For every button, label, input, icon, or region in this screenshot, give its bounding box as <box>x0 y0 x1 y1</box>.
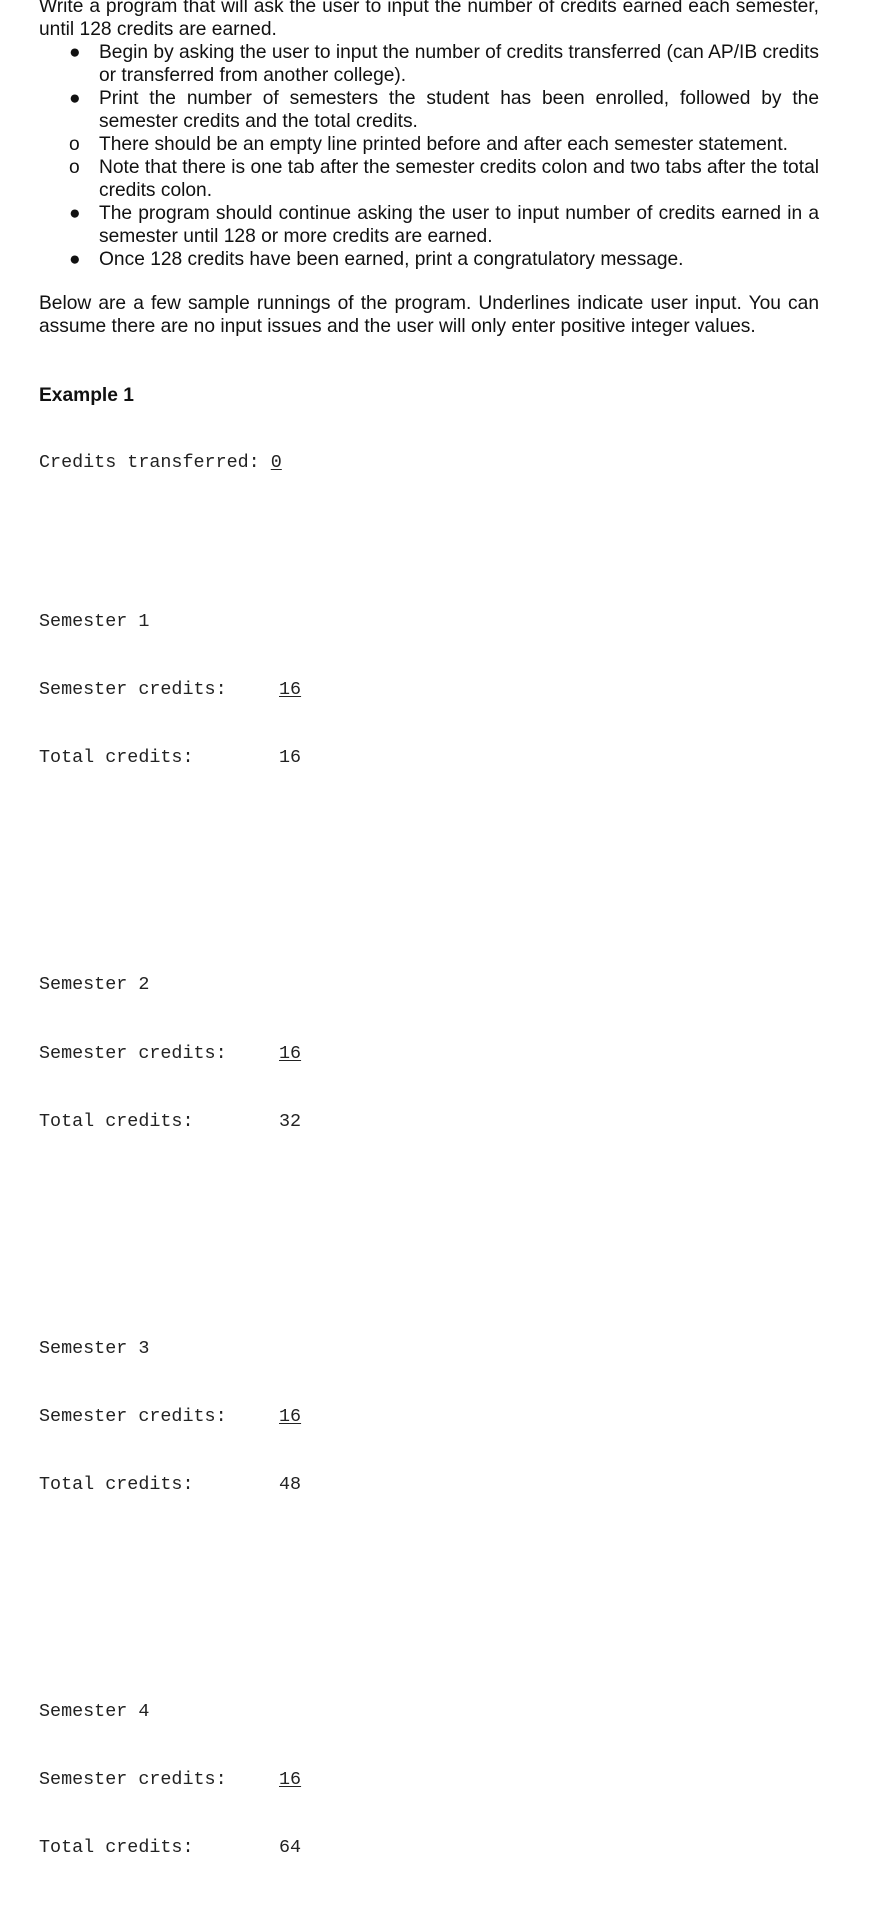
bullet-text: Once 128 credits have been earned, print a congratulatory message. <box>99 249 684 270</box>
bullet-icon: ● <box>69 249 81 270</box>
total-credits-label: Total credits: <box>39 1837 194 1858</box>
bullet-icon: ● <box>69 42 81 63</box>
transferred-label: Credits transferred: <box>39 452 271 474</box>
bullet-icon: ● <box>69 88 81 109</box>
semester-credits-line <box>39 1769 819 1792</box>
semester-credits-label: Semester credits: <box>39 1405 227 1427</box>
semester-label: Semester 4 <box>39 1700 150 1722</box>
semester-credits-value: 16 <box>279 1768 302 1790</box>
intro-paragraph: Write a program that will ask the user to input the number of credits earned each semester, until 128 credits are earned. <box>39 0 819 40</box>
semester-credits-value: 16 <box>279 1405 302 1427</box>
semester-credits-label: Semester credits: <box>39 1042 227 1064</box>
bullet-icon: ● <box>69 203 81 224</box>
total-credits-line <box>39 1111 819 1134</box>
bullet-text: Print the number of semesters the student has been enrolled, followed by the semester credits and the total credits. <box>99 88 819 132</box>
sample-paragraph: Below are a few sample runnings of the program. Underlines indicate user input. You can assume there are no input issues and the user will only enter positive integer values. <box>39 293 819 337</box>
total-credits-label: Total credits: <box>39 1110 194 1132</box>
example-heading: Example 1 <box>39 385 134 406</box>
semester-label: Semester 1 <box>39 611 150 633</box>
total-credits-line <box>39 1837 819 1860</box>
semester-credits-value: 16 <box>279 679 302 701</box>
sub-bullet-text: Note that there is one tab after the semester credits colon and two tabs after the total credits colon. <box>99 157 819 201</box>
bullet-text: Begin by asking the user to input the number of credits transferred (can AP/IB credits or transferred from another college). <box>99 42 819 86</box>
example-output <box>39 407 819 1905</box>
semester-label: Semester 2 <box>39 974 150 996</box>
total-credits-value: 16 <box>279 747 302 769</box>
total-credits-label: Total credits: <box>39 747 194 769</box>
document-body <box>39 0 819 1905</box>
semester-credits-value: 16 <box>279 1042 302 1064</box>
semester-credits-label: Semester credits: <box>39 1768 227 1790</box>
total-credits-value: 64 <box>279 1837 302 1858</box>
sub-list-item <box>39 133 819 156</box>
total-credits-line <box>39 747 819 770</box>
semester-label: Semester 3 <box>39 1337 150 1359</box>
semester-credits-line <box>39 1406 819 1429</box>
sub-bullet-text: There should be an empty line printed before and after each semester statement. <box>99 134 789 155</box>
sub-bullet-icon: o <box>69 134 80 155</box>
requirements-list <box>39 41 819 271</box>
semester-credits-line <box>39 1043 819 1066</box>
total-credits-value: 48 <box>279 1473 302 1495</box>
list-item <box>39 202 819 248</box>
total-credits-line <box>39 1474 819 1497</box>
bullet-text: The program should continue asking the user to input number of credits earned in a semester until 128 or more credits are earned. <box>99 203 819 247</box>
list-item <box>39 248 819 271</box>
list-item <box>39 87 819 202</box>
semester-credits-label: Semester credits: <box>39 679 227 701</box>
transferred-value: 0 <box>270 452 282 474</box>
sub-list <box>39 133 819 202</box>
total-credits-label: Total credits: <box>39 1473 194 1495</box>
total-credits-value: 32 <box>279 1110 302 1132</box>
list-item <box>39 41 819 87</box>
sub-bullet-icon: o <box>69 157 80 178</box>
sub-list-item <box>39 156 819 202</box>
semester-credits-line <box>39 679 819 702</box>
transferred-line <box>39 452 819 475</box>
